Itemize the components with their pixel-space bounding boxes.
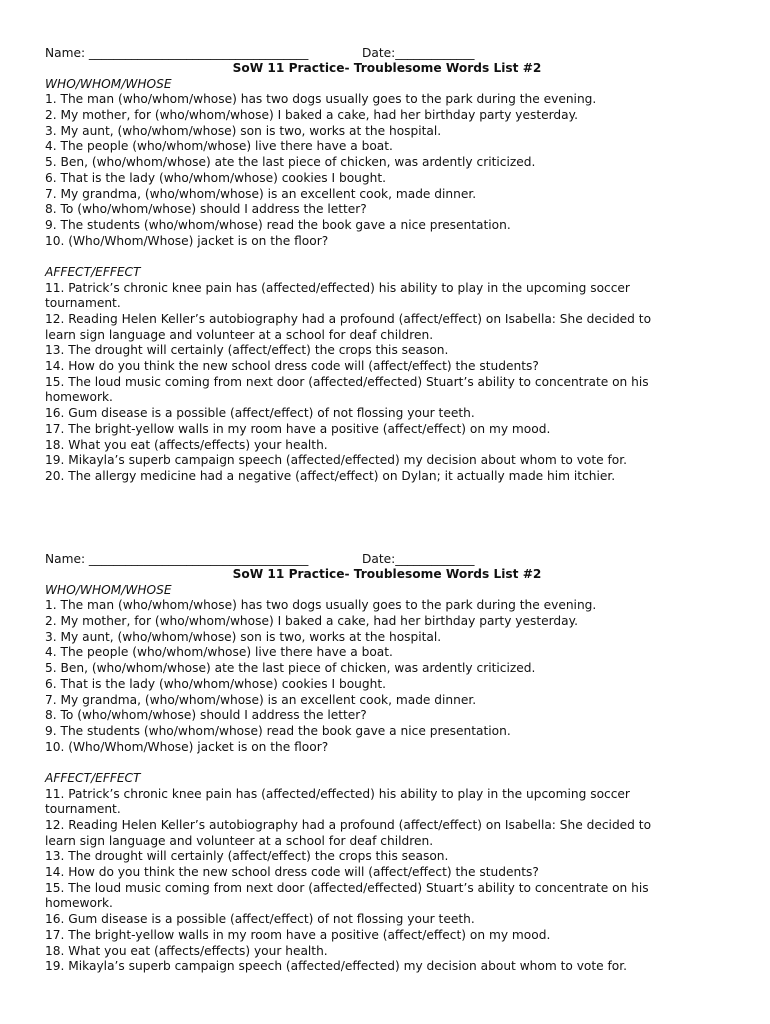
question-11-line-2: tournament. <box>45 802 121 817</box>
date-field: Date:_____________ <box>362 552 475 566</box>
spacer <box>45 249 725 265</box>
worksheet-title: SoW 11 Practice- Troublesome Words List #2 <box>232 567 542 581</box>
question-6: 6. That is the lady (who/whom/whose) cookies I bought. <box>45 170 386 185</box>
question-7: 7. My grandma, (who/whom/whose) is an excellent cook, made dinner. <box>45 692 477 707</box>
section-label-affect-effect: AFFECT/EFFECT <box>45 264 141 279</box>
date-field: Date:_____________ <box>362 46 475 60</box>
question-5: 5. Ben, (who/whom/whose) ate the last piece of chicken, was ardently criticized. <box>45 661 536 676</box>
header-line <box>45 45 725 61</box>
question-3: 3. My aunt, (who/whom/whose) son is two, works at the hospital. <box>45 123 442 138</box>
question-11-line-2: tournament. <box>45 296 121 311</box>
question-1: 1. The man (who/whom/whose) has two dogs usually goes to the park during the evening. <box>45 92 597 107</box>
worksheet-top <box>45 45 725 485</box>
question-19: 19. Mikayla’s superb campaign speech (affected/effected) my decision about whom to vote for. <box>45 453 628 468</box>
question-18: 18. What you eat (affects/effects) your health. <box>45 943 328 958</box>
question-14: 14. How do you think the new school dress code will (affect/effect) the students? <box>45 865 539 880</box>
question-15-line-1: 15. The loud music coming from next door (affected/effected) Stuart’s ability to concentrate on his <box>45 880 649 895</box>
question-8: 8. To (who/whom/whose) should I address the letter? <box>45 202 367 217</box>
question-18: 18. What you eat (affects/effects) your health. <box>45 437 328 452</box>
question-12-line-1: 12. Reading Helen Keller’s autobiography had a profound (affect/effect) on Isabella: She decided to <box>45 312 652 326</box>
question-16: 16. Gum disease is a possible (affect/effect) of not flossing your teeth. <box>45 912 475 927</box>
question-13: 13. The drought will certainly (affect/effect) the crops this season. <box>45 343 449 358</box>
spacer <box>45 755 725 771</box>
question-3: 3. My aunt, (who/whom/whose) son is two, works at the hospital. <box>45 629 442 644</box>
question-12-line-2: learn sign language and volunteer at a school for deaf children. <box>45 327 434 342</box>
worksheet-title: SoW 11 Practice- Troublesome Words List #2 <box>232 61 542 75</box>
question-15-line-1: 15. The loud music coming from next door (affected/effected) Stuart’s ability to concentrate on his <box>45 374 649 389</box>
question-1: 1. The man (who/whom/whose) has two dogs usually goes to the park during the evening. <box>45 598 597 613</box>
question-17: 17. The bright-yellow walls in my room have a positive (affect/effect) on my mood. <box>45 927 551 942</box>
question-10: 10. (Who/Whom/Whose) jacket is on the floor? <box>45 739 329 754</box>
question-14: 14. How do you think the new school dress code will (affect/effect) the students? <box>45 359 539 374</box>
header-line <box>45 551 725 567</box>
name-field: Name: ____________________________________ <box>45 552 309 566</box>
question-4: 4. The people (who/whom/whose) live there have a boat. <box>45 139 393 154</box>
question-20: 20. The allergy medicine had a negative (affect/effect) on Dylan; it actually made him itchier. <box>45 468 616 483</box>
question-16: 16. Gum disease is a possible (affect/effect) of not flossing your teeth. <box>45 406 475 421</box>
question-15-line-2: homework. <box>45 896 113 911</box>
name-field: Name: ____________________________________ <box>45 46 309 60</box>
question-5: 5. Ben, (who/whom/whose) ate the last piece of chicken, was ardently criticized. <box>45 155 536 170</box>
section-label-who-whom-whose: WHO/WHOM/WHOSE <box>45 582 172 597</box>
section-label-who-whom-whose: WHO/WHOM/WHOSE <box>45 76 172 91</box>
question-11-line-1: 11. Patrick’s chronic knee pain has (affected/effected) his ability to play in the upcoming soccer <box>45 786 630 801</box>
question-13: 13. The drought will certainly (affect/effect) the crops this season. <box>45 849 449 864</box>
worksheet-bottom <box>45 551 725 975</box>
question-12-line-1: 12. Reading Helen Keller’s autobiography had a profound (affect/effect) on Isabella: She decided to <box>45 818 652 832</box>
question-8: 8. To (who/whom/whose) should I address the letter? <box>45 708 367 723</box>
question-2: 2. My mother, for (who/whom/whose) I baked a cake, had her birthday party yesterday. <box>45 614 578 629</box>
question-12-line-2: learn sign language and volunteer at a school for deaf children. <box>45 833 434 848</box>
question-9: 9. The students (who/whom/whose) read the book gave a nice presentation. <box>45 723 511 738</box>
question-7: 7. My grandma, (who/whom/whose) is an excellent cook, made dinner. <box>45 186 477 201</box>
section-label-affect-effect: AFFECT/EFFECT <box>45 770 141 785</box>
question-15-line-2: homework. <box>45 390 113 405</box>
question-2: 2. My mother, for (who/whom/whose) I baked a cake, had her birthday party yesterday. <box>45 108 578 123</box>
question-11-line-1: 11. Patrick’s chronic knee pain has (affected/effected) his ability to play in the upcoming soccer <box>45 280 630 295</box>
question-9: 9. The students (who/whom/whose) read the book gave a nice presentation. <box>45 217 511 232</box>
question-10: 10. (Who/Whom/Whose) jacket is on the floor? <box>45 233 329 248</box>
question-19: 19. Mikayla’s superb campaign speech (affected/effected) my decision about whom to vote for. <box>45 959 628 974</box>
question-4: 4. The people (who/whom/whose) live there have a boat. <box>45 645 393 660</box>
question-6: 6. That is the lady (who/whom/whose) cookies I bought. <box>45 676 386 691</box>
question-17: 17. The bright-yellow walls in my room have a positive (affect/effect) on my mood. <box>45 421 551 436</box>
